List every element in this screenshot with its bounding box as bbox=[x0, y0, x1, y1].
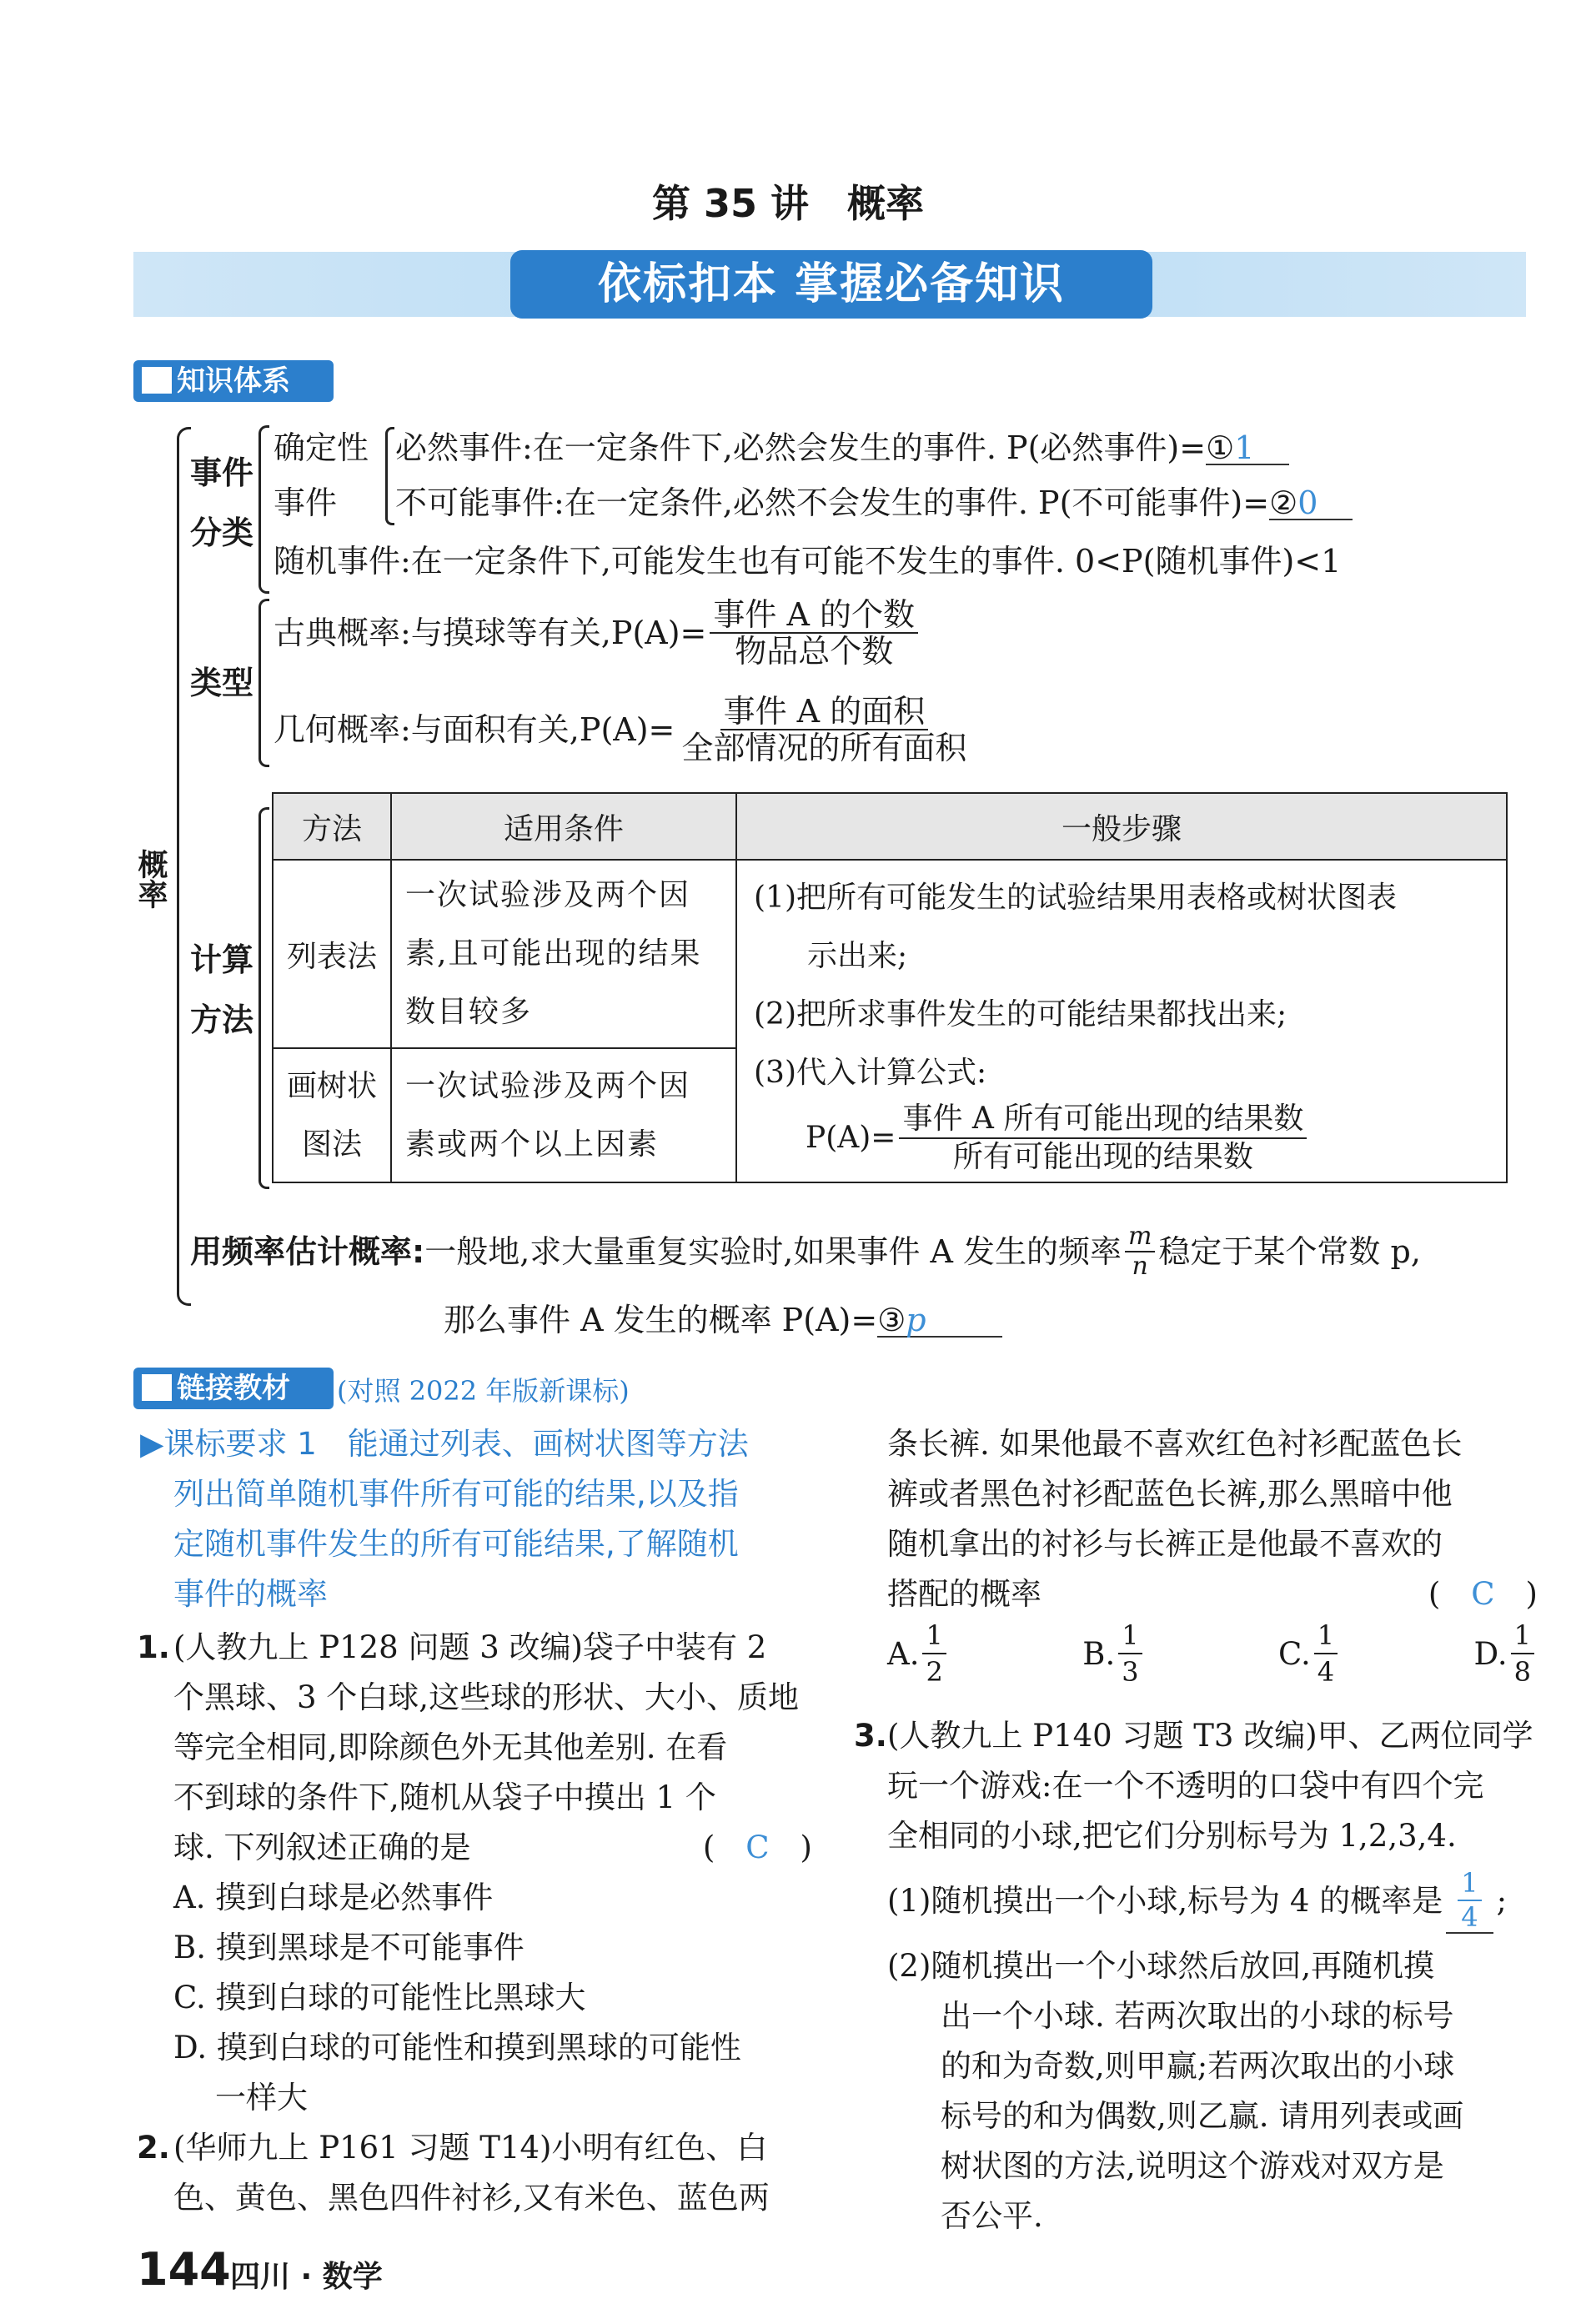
q2-options bbox=[887, 1619, 1538, 1688]
certain-label: 确定性 bbox=[274, 429, 369, 466]
root-brace bbox=[177, 427, 191, 1306]
section2-note: (对照 2022 年版新课标) bbox=[337, 1375, 630, 1407]
header-steps: 一般步骤 bbox=[736, 793, 1507, 860]
freq-line1: 用频率估计概率: 一般地,求大量重复实验时,如果事件 A 发生的频率 $\frac{m}{n}$ 稳定于某个常数 p, bbox=[190, 1222, 1421, 1281]
geometric-num: 事件 A 的面积 bbox=[720, 695, 929, 730]
formula-num: 事件 A 所有可能出现的结果数 bbox=[899, 1102, 1307, 1139]
root-label: 概率 bbox=[133, 849, 168, 909]
geometric-den: 全部情况的所有面积 bbox=[681, 730, 967, 766]
list-condition: 一次试验涉及两个因 素,且可能出现的结果 数目较多 bbox=[391, 860, 736, 1048]
header-method: 方法 bbox=[273, 793, 391, 860]
question-1: 1. (人教九上 P128 问题 3 改编)袋子中装有 2 个黑球、3 个白球,这些球的形状、大小、质地 等完全相同,即除颜色外无其他差别. 在看 不到球的条件下,随机从袋子中摸出 1 个 球. 下列叙述正确的是 ( C ) A. 摸到白球是必然事件 B. 摸到黑球是不可能事件 C. 摸到白球的可能性比黑球大 D. 摸到白球的可能性和摸到黑球的可能性 一样大 bbox=[137, 1629, 812, 2116]
calc-label2: 方法 bbox=[190, 1001, 254, 1038]
section-link-textbook: 链接教材 bbox=[133, 1368, 334, 1409]
q2-option-c: C. $\frac{1}{4}$ bbox=[1278, 1619, 1341, 1688]
certain-label2: 事件 bbox=[274, 484, 338, 521]
pen-icon bbox=[142, 367, 172, 394]
q1-option-a: A. 摸到白球是必然事件 bbox=[173, 1880, 494, 1915]
certain-brace bbox=[385, 427, 394, 525]
banner-title: 依标扣本 掌握必备知识 bbox=[510, 250, 1152, 319]
q1-option-d: D. 摸到白球的可能性和摸到黑球的可能性 bbox=[173, 2030, 741, 2065]
q1-answer-bracket: ( C ) bbox=[702, 1830, 812, 1865]
formula-den: 所有可能出现的结果数 bbox=[952, 1139, 1253, 1174]
question-3: 3. (人教九上 P140 习题 T3 改编)甲、乙两位同学 玩一个游戏:在一个不透明的口袋中有四个完 全相同的小球,把它们分别标号为 1,2,3,4. (1)随机摸出一个小球,标号为 4 的概率是 $\frac{1}{4}$ ; (2)随机摸出一个小球然后放回,再随机摸 出一个小球. 若两次取出的小球的标号 的和为奇数,则甲赢;若两次取出的小球 标号的和为偶数,则乙赢. 请用列表或画 树状图的方法,说明这个游戏对双方是 否公平. bbox=[854, 1718, 1533, 2234]
calc-label: 计算 bbox=[190, 941, 254, 978]
list-method: 列表法 bbox=[273, 860, 391, 1048]
geometric-prob: 几何概率:与面积有关,P(A)= $\frac{\text{事件 A 的面积}}{\text{全部情况的所有面积}}$ bbox=[274, 695, 973, 764]
calc-methods-table bbox=[272, 792, 1508, 1183]
header-condition: 适用条件 bbox=[391, 793, 736, 860]
pen-icon-2 bbox=[142, 1374, 172, 1401]
question-2: 2. (华师九上 P161 习题 T14)小明有红色、白 色、黄色、黑色四件衬衫,又有米色、蓝色两 bbox=[137, 2130, 770, 2216]
page-number: 144 bbox=[137, 2243, 231, 2296]
q1-option-b: B. 摸到黑球是不可能事件 bbox=[173, 1930, 524, 1965]
events-label2: 分类 bbox=[190, 514, 254, 551]
q2-answer-bracket: ( C ) bbox=[1428, 1576, 1538, 1612]
requirement-box: ▶课标要求 1 能通过列表、画树状图等方法 列出简单随机事件所有可能的结果,以及指 定随机事件发生的所有可能结果,了解随机 事件的概率 bbox=[140, 1426, 749, 1612]
section-knowledge-system: 知识体系 bbox=[133, 360, 334, 402]
freq-blank: ③p bbox=[877, 1304, 1002, 1338]
classical-prob: 古典概率:与摸球等有关,P(A)= $\frac{\text{事件 A 的个数}}{\text{物品总个数}}$ bbox=[274, 599, 921, 667]
q2-option-a: A. $\frac{1}{2}$ bbox=[887, 1619, 950, 1688]
sure-event: 必然事件:在一定条件下,必然会发生的事件. P(必然事件)=①1 bbox=[395, 432, 1289, 465]
impossible-event: 不可能事件:在一定条件,必然不会发生的事件. P(不可能事件)=②0 bbox=[395, 487, 1353, 520]
question-2-continued: 条长裤. 如果他最不喜欢红色衬衫配蓝色长 裤或者黑色衬衫配蓝色长裤,那么黑暗中他 随机拿出的衬衫与长裤正是他最不喜欢的 搭配的概率 ( C ) bbox=[887, 1419, 1538, 1619]
types-label: 类型 bbox=[190, 665, 254, 701]
types-brace bbox=[258, 599, 269, 767]
classical-den: 物品总个数 bbox=[735, 633, 894, 670]
random-event: 随机事件:在一定条件下,可能发生也有可能不发生的事件. 0<P(随机事件)<1 bbox=[274, 543, 1342, 580]
steps-cell: (1)把所有可能发生的试验结果用表格或树状图表 示出来; (2)把所求事件发生的可能结果都找出来; (3)代入计算公式: P(A)= $\frac{\text{事件 A 所有可能出现的结果数}}{\text{所有可能出现的结果数}}$ bbox=[736, 860, 1507, 1182]
classical-num: 事件 A 的个数 bbox=[710, 599, 918, 634]
footer-subject: 四川 · 数学 bbox=[230, 2260, 383, 2294]
freq-line2: 那么事件 A 发生的概率 P(A)=③p bbox=[444, 1304, 1002, 1338]
events-brace bbox=[258, 425, 269, 594]
tree-condition: 一次试验涉及两个因 素或两个以上因素 bbox=[391, 1048, 736, 1182]
impossible-blank: ②0 bbox=[1269, 487, 1353, 520]
q1-option-c: C. 摸到白球的可能性比黑球大 bbox=[173, 1980, 586, 2015]
q2-option-b: B. $\frac{1}{3}$ bbox=[1082, 1619, 1145, 1688]
q2-option-d: D. $\frac{1}{8}$ bbox=[1474, 1619, 1538, 1688]
events-label: 事件 bbox=[190, 454, 254, 491]
tree-method: 画树状 图法 bbox=[273, 1048, 391, 1182]
calc-brace bbox=[258, 807, 269, 1189]
lesson-title: 第 35 讲 概率 bbox=[651, 181, 925, 226]
sure-blank: ①1 bbox=[1206, 432, 1289, 465]
